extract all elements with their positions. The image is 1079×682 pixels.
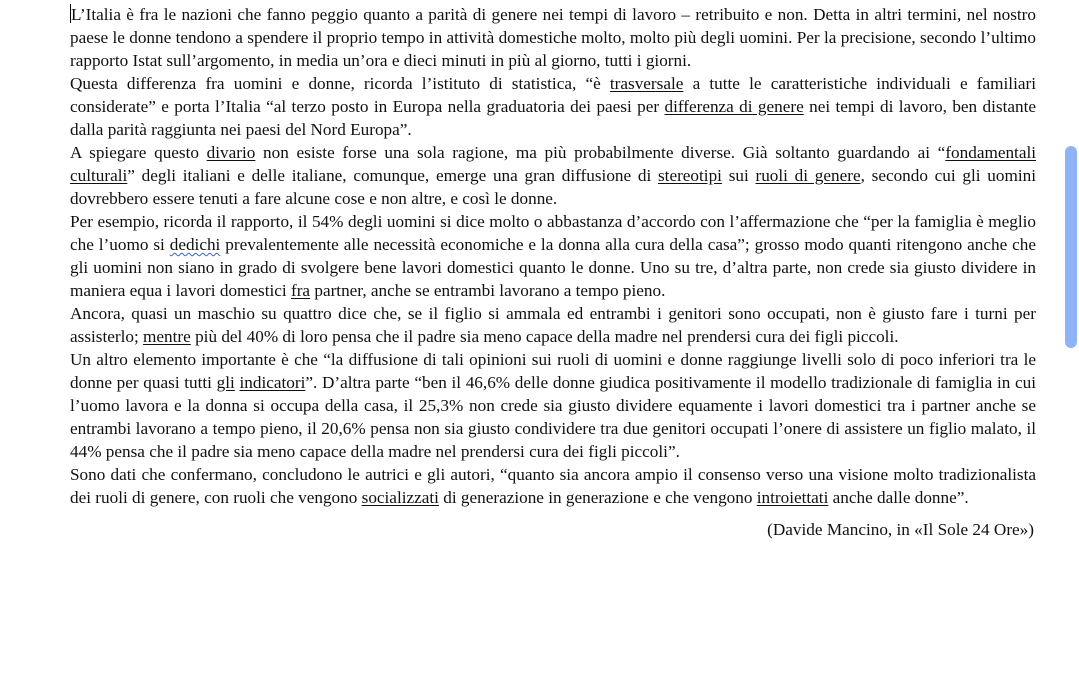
paragraph-6: Un altro elemento importante è che “la diffusione di tali opinioni sui ruoli di uomini e donne raggiunge livelli solo di poco inferiori tra le donne per quasi tutti gli indicatori”. D’altra parte “ben il 46,6% delle donne giudica positivamente il modello tradizionale di famiglia in cui l’uomo lavora e la donna si occupa della casa, il 25,3% non crede sia giusto dividere equamente i lavori domestici tra i partner anche se entrambi lavorano a tempo pieno, il 20,6% pensa non sia giusto condividere tra due genitori occupati l’onere di assistere un figlio malato, il 44% pensa che il padre sia meno capace della madre nel prendersi cura dei figli piccoli”.: [70, 350, 1036, 461]
paragraph-2: Questa differenza fra uomini e donne, ricorda l’istituto di statistica, “è trasversale a tutte le caratteristiche individuali e familiari considerate” e porta l’Italia “al terzo posto in Europa nella graduatoria dei paesi per differenza di genere nei tempi di lavoro, ben distante dalla parità raggiunta nei paesi del Nord Europa”.: [70, 74, 1036, 139]
spellcheck-marked-word[interactable]: dedichi: [169, 235, 221, 254]
underlined-term: fra: [290, 281, 311, 300]
paragraph-1: L’Italia è fra le nazioni che fanno peggio quanto a parità di genere nei tempi di lavoro – retribuito e non. Detta in altri termini, nel nostro paese le donne tendono a spendere il proprio tempo in attività domestiche molto, molto più degli uomini. Per la precisione, secondo l’ultimo rapporto Istat sull’argomento, in media un’ora e dieci minuti in più al giorno, tutti i giorni.: [70, 5, 1036, 70]
underlined-term: indicatori: [239, 373, 306, 392]
paragraph-5: Ancora, quasi un maschio su quattro dice che, se il figlio si ammala ed entrambi i genitori sono occupati, non è giusto fare i turni per assisterlo; mentre più del 40% di loro pensa che il padre sia meno capace della madre nel prendersi cura dei figli piccoli.: [70, 304, 1036, 346]
underlined-term: differenza di genere: [664, 97, 804, 116]
underlined-term: stereotipi: [657, 166, 722, 185]
underlined-term: introiettati: [756, 488, 829, 507]
signature: (Davide Mancino, in «Il Sole 24 Ore»): [767, 520, 1034, 539]
underlined-term: socializzati: [361, 488, 439, 507]
document-body[interactable]: [70, 3, 1036, 541]
paragraph-4: Per esempio, ricorda il rapporto, il 54% degli uomini si dice molto o abbastanza d’accordo con l’affermazione che “per la famiglia è meglio che l’uomo si dedichi prevalentemente alle necessità economiche e la donna alla cura della casa”; grosso modo quanti ritengono anche che gli uomini non siano in grado di svolgere bene lavori domestici quanto le donne. Uno su tre, d’altra parte, non crede sia giusto dividere in maniera equa i lavori domestici fra partner, anche se entrambi lavorano a tempo pieno.: [70, 212, 1037, 300]
underlined-term: gli: [216, 373, 235, 392]
underlined-term: trasversale: [609, 74, 684, 93]
underlined-term: ruoli di genere: [755, 166, 861, 185]
underlined-term: fondamentali culturali: [70, 143, 1036, 185]
scrollbar-thumb[interactable]: [1065, 146, 1077, 348]
paragraph-7: Sono dati che confermano, concludono le autrici e gli autori, “quanto sia ancora ampio il consenso verso una visione molto tradizionalista dei ruoli di genere, con ruoli che vengono socializzati di generazione in generazione e che vengono introiettati anche dalle donne”.: [70, 465, 1036, 507]
underlined-term: divario: [206, 143, 256, 162]
paragraph-3: A spiegare questo divario non esiste forse una sola ragione, ma più probabilmente diverse. Già soltanto guardando ai “fondamentali culturali” degli italiani e delle italiane, comunque, emerge una gran diffusione di stereotipi sui ruoli di genere, secondo cui gli uomini dovrebbero essere tenuti a fare alcune cose e non altre, e così le donne.: [70, 143, 1036, 208]
underlined-term: mentre: [143, 327, 191, 346]
